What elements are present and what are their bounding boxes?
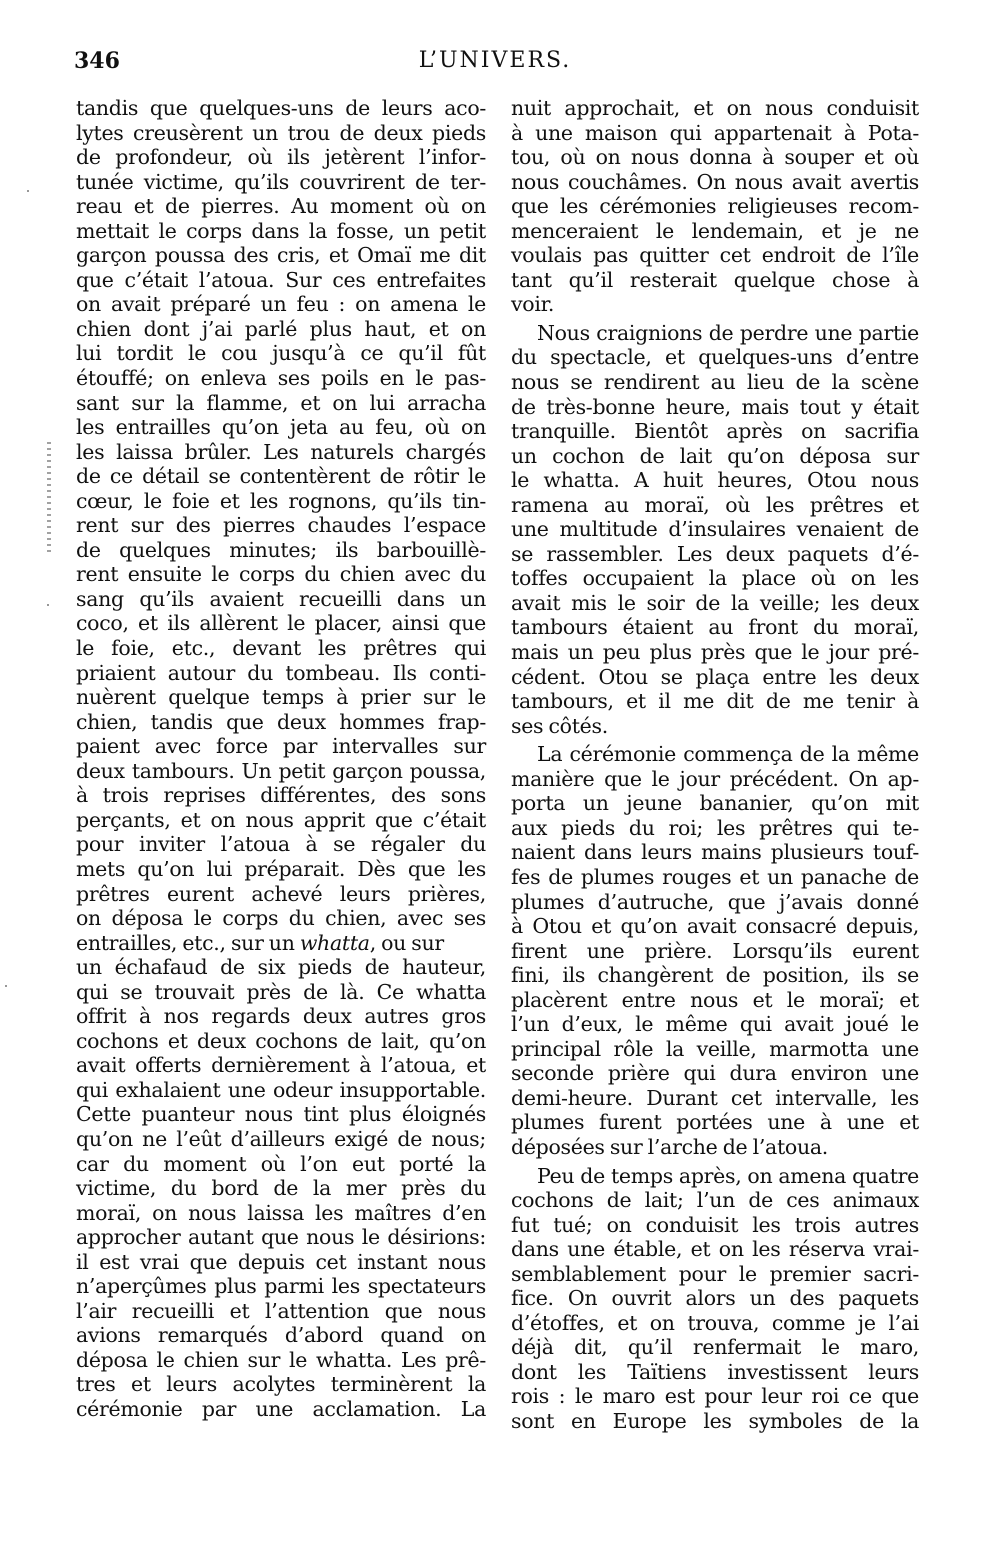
text-line: chien, tandis que deux hommes frap- — [76, 709, 486, 734]
text-line: sang qu’ils avaient recueilli dans un — [76, 586, 486, 611]
text-line: Cette puanteur nous tint plus éloignés — [76, 1102, 486, 1127]
text-line: qui se trouvait près de là. Ce whatta — [76, 979, 486, 1004]
text-line: reau et de pierres. Au moment où on — [76, 194, 486, 219]
text-line: on avait préparé un feu : on amena le — [76, 292, 486, 317]
text-line: tant qu’il resterait quelque chose à — [511, 267, 919, 292]
text-line: perçants, et on nous apprit que c’était — [76, 807, 486, 832]
scan-speck — [47, 604, 49, 606]
text-line: victime, du bord de la mer près du — [76, 1176, 486, 1201]
running-head — [0, 48, 1000, 73]
text-line: que c’était l’atoua. Sur ces entrefaites — [76, 267, 486, 292]
page-number: 346 — [74, 48, 120, 74]
right-column — [511, 96, 919, 1434]
paragraph — [511, 742, 919, 1159]
text-line: cochons de lait; l’un de ces animaux — [511, 1188, 919, 1213]
text-line: nuèrent quelque temps à prier sur le — [76, 685, 486, 710]
text-line: un cochon de lait qu’on déposa sur — [511, 443, 919, 468]
text-line: nous couchâmes. On nous avait avertis — [511, 169, 919, 194]
text-line: tunée victime, qu’ils couvrirent de ter- — [76, 169, 486, 194]
text-line: qu’on ne l’eût d’ailleurs exigé de nous; — [76, 1126, 486, 1151]
text-line: placèrent entre nous et le moraï; et — [511, 987, 919, 1012]
text-line: rois : le maro est pour leur roi ce que — [511, 1384, 919, 1409]
text-line: les laissa brûler. Les naturels chargés — [76, 439, 486, 464]
italic-term: whatta — [299, 930, 370, 955]
text-line: nous se rendirent au lieu de la scène — [511, 370, 919, 395]
text-line: ramena au moraï, où les prêtres et — [511, 492, 919, 517]
text-line: l’air recueilli et l’attention que nous — [76, 1298, 486, 1323]
scan-speck — [5, 985, 7, 987]
text-line: une multitude d’insulaires venaient de — [511, 517, 919, 542]
text-line: dont les Taïtiens investissent leurs — [511, 1359, 919, 1384]
text-line: lytes creusèrent un trou de deux pieds — [76, 120, 486, 145]
text-line: sant sur la flamme, et on lui arracha — [76, 390, 486, 415]
text-line: voir. — [511, 292, 555, 317]
text-line: tou, où on nous donna à souper et où — [511, 145, 919, 170]
text-line: mets qu’on lui préparait. Dès que les — [76, 856, 486, 881]
text-line: chien dont j’ai parlé plus haut, et on — [76, 316, 486, 341]
text-line: cœur, le foie et les rognons, qu’ils tin- — [76, 488, 486, 513]
text-line: Nous craignions de perdre une partie — [537, 320, 919, 345]
text-line: deux tambours. Un petit garçon poussa, — [76, 758, 486, 783]
text-line: que les cérémonies religieuses recom- — [511, 194, 919, 219]
text-line: toffes occupaient la place où on les — [511, 566, 919, 591]
text-line: les entrailles qu’on jeta au feu, où on — [76, 415, 486, 440]
text-line: naient dans leurs mains plusieurs touf- — [511, 840, 919, 865]
text-line: seconde prière qui dura environ une — [511, 1061, 919, 1086]
text-line: on déposa le corps du chien, avec ses — [76, 906, 486, 931]
text-line: tres et leurs acolytes terminèrent la — [76, 1372, 486, 1397]
text-line: un échafaud de six pieds de hauteur, — [76, 955, 486, 980]
text-line: car du moment où l’on eut porté la — [76, 1151, 486, 1176]
text-line — [76, 931, 486, 956]
text-line: de profondeur, où ils jetèrent l’infor- — [76, 145, 486, 170]
scan-speck — [27, 190, 29, 192]
text-line: pour inviter l’atoua à se régaler du — [76, 832, 486, 857]
text-line: étouffé; on enleva ses poils en le pas- — [76, 366, 486, 391]
running-head-title: L’UNIVERS. — [418, 48, 572, 73]
text-run: , ou sur — [369, 930, 444, 955]
text-line: se rassembler. Les deux paquets d’é- — [511, 541, 919, 566]
text-line: manière que le jour précédent. On ap- — [511, 766, 919, 791]
text-line: l’un d’eux, le même qui avait joué le — [511, 1012, 919, 1037]
text-line: cochons et deux cochons de lait, qu’on — [76, 1028, 486, 1053]
text-line: dans une étable, et on les réserva vrai- — [511, 1237, 919, 1262]
paragraph — [511, 96, 919, 317]
text-line: offrit à nos regards deux autres gros — [76, 1004, 486, 1029]
text-line: aux pieds du roi; les prêtres qui te- — [511, 815, 919, 840]
text-line: déposa le chien sur le whatta. Les prê- — [76, 1347, 486, 1372]
text-line: d’étoffes, et on trouva, comme je l’ai — [511, 1310, 919, 1335]
text-line: firent une prière. Lorsqu’ils eurent — [511, 938, 919, 963]
text-line: principal rôle la veille, marmotta une — [511, 1036, 919, 1061]
text-line: mais un peu plus près que le jour pré- — [511, 640, 919, 665]
text-line: cédent. Otou se plaça entre les deux — [511, 664, 919, 689]
text-line: fini, ils changèrent de position, ils se — [511, 963, 919, 988]
text-line: à Otou et qu’on avait consacré depuis, — [511, 914, 919, 939]
text-line: prêtres eurent achevé leurs prières, — [76, 881, 486, 906]
text-line: déjà dit, qu’il renfermait le maro, — [511, 1335, 919, 1360]
text-line: de ce détail se contentèrent de rôtir le — [76, 464, 486, 489]
text-line: plumes d’autruche, que j’avais donné — [511, 889, 919, 914]
text-line: semblablement pour le premier sacri- — [511, 1261, 919, 1286]
text-run: entrailles, etc., sur un — [76, 930, 300, 955]
text-line: du spectacle, et quelques-uns d’entre — [511, 345, 919, 370]
text-line: de très-bonne heure, mais tout y était — [511, 394, 919, 419]
text-line: plumes furent portées une à une et — [511, 1110, 919, 1135]
text-line: tranquille. Bientôt après on sacrifia — [511, 419, 919, 444]
text-line: lui tordit le cou jusqu’à ce qu’il fût — [76, 341, 486, 366]
text-line: à une maison qui appartenait à Pota- — [511, 120, 919, 145]
text-line: le whatta. A huit heures, Otou nous — [511, 468, 919, 493]
text-line: avions remarqués d’abord quand on — [76, 1323, 486, 1348]
text-line: fut tué; on conduisit les trois autres — [511, 1212, 919, 1237]
text-line: Peu de temps après, on amena quatre — [537, 1163, 919, 1188]
text-line: tandis que quelques-uns de leurs aco- — [76, 96, 486, 120]
text-line: garçon poussa des cris, et Omaï me dit — [76, 243, 486, 268]
text-line: déposées sur l’arche de l’atoua. — [511, 1134, 828, 1159]
text-line: paient avec force par intervalles sur — [76, 734, 486, 759]
text-line: ses côtés. — [511, 713, 608, 738]
text-line: fice. On ouvrit alors un des paquets — [511, 1286, 919, 1311]
text-line: porta un jeune bananier, qu’on mit — [511, 791, 919, 816]
text-line: rent sur des pierres chaudes l’espace — [76, 513, 486, 538]
text-line: coco, et ils allèrent le placer, ainsi que — [76, 611, 486, 636]
text-line: tambours étaient au front du moraï, — [511, 615, 919, 640]
text-line: cérémonie par une acclamation. La — [76, 1396, 486, 1421]
text-line: de quelques minutes; ils barbouillè- — [76, 537, 486, 562]
text-line: mettait le corps dans la fosse, un petit — [76, 218, 486, 243]
text-line: demi-heure. Durant cet intervalle, les — [511, 1085, 919, 1110]
text-line: qui exhalaient une odeur insupportable. — [76, 1077, 486, 1102]
text-line: avait mis le soir de la veille; les deux — [511, 590, 919, 615]
paragraph — [511, 1164, 919, 1434]
text-line: rent ensuite le corps du chien avec du — [76, 562, 486, 587]
text-line: moraï, on nous laissa les maîtres d’en — [76, 1200, 486, 1225]
text-line: sont en Europe les symboles de la — [511, 1408, 919, 1433]
text-line: menceraient le lendemain, et je ne — [511, 218, 919, 243]
text-line: approcher autant que nous le désirions: — [76, 1225, 486, 1250]
text-line: n’aperçûmes plus parmi les spectateurs — [76, 1274, 486, 1299]
text-line: le foie, etc., devant les prêtres qui — [76, 636, 486, 661]
text-line: avait offerts dernièrement à l’atoua, et — [76, 1053, 486, 1078]
text-line: voulais pas quitter cet endroit de l’île — [511, 243, 919, 268]
scan-margin-artifact — [47, 442, 51, 552]
text-line: tambours, et il me dit de me tenir à — [511, 689, 919, 714]
text-line: La cérémonie commença de la même — [537, 742, 919, 767]
text-line: priaient autour du tombeau. Ils conti- — [76, 660, 486, 685]
text-line: fes de plumes rouges et un panache de — [511, 864, 919, 889]
text-line: à trois reprises différentes, des sons — [76, 783, 486, 808]
paragraph — [511, 321, 919, 738]
text-line: nuit approchait, et on nous conduisit — [511, 96, 919, 120]
text-line: il est vrai que depuis cet instant nous — [76, 1249, 486, 1274]
left-column — [76, 96, 486, 1422]
